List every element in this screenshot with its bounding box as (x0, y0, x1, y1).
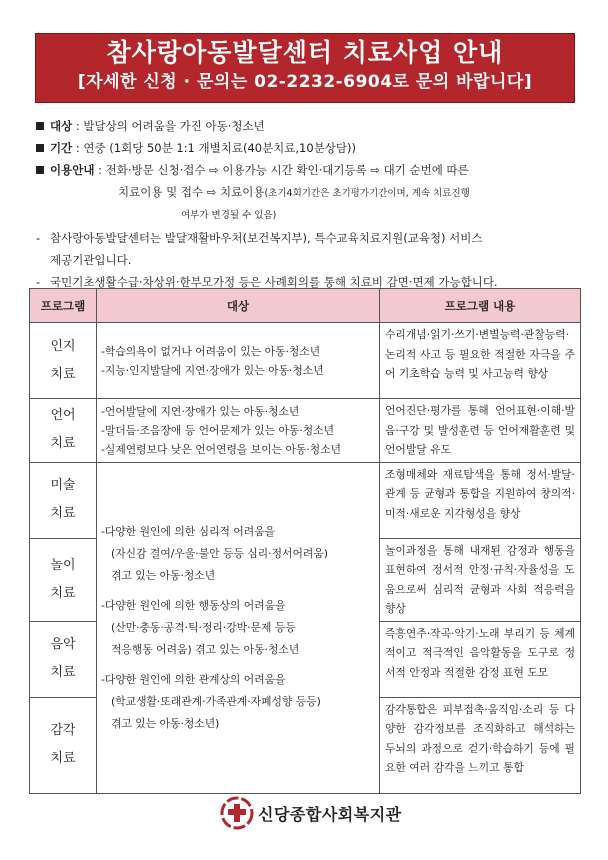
program-content: 즉흥연주·작곡·악기·노래 부리기 등 체계적이고 적극적인 음악활동을 도구로 정서적 안정과 적절한 감정 표현 도모 (380, 621, 581, 697)
target-line: (자신감 결여/우울·불안 등등 심리·정서어려움) (111, 546, 328, 560)
note-bureau-line-1: 참사랑아동발달센터는 발달재활바우처(보건복지부), 특수교육치료지원(교육청) 서비스 (50, 231, 483, 245)
program-content: 놀이과정을 통해 내재된 감정과 행동을 표현하여 정서적 안정·규칙·자율성을 도움으로써 심리적 균형과 사회 적응력을 향상 (380, 538, 581, 621)
target-line: -지능·인지발달에 지연·장애가 있는 아동·청소년 (101, 363, 324, 377)
table-row (30, 462, 581, 538)
note-fee: - 국민기초생활수급·차상위·한부모가정 등은 사례회의를 통해 치료비 감면·면제 가능합니다. (36, 275, 498, 289)
period-value: 연중 (1회당 50분 1:1 개별치료(40분치료,10분상담)) (83, 141, 356, 155)
table-row (30, 399, 581, 463)
table-row (30, 323, 581, 399)
usage-line-3: 여부가 변경될 수 있음) (181, 210, 277, 221)
program-name: 인지 치료 (30, 323, 97, 399)
program-content: 언어진단·평가를 통해 언어표현·이해·발음·구강 및 발성훈련 등 언어재활훈련 및 언어발달 유도 (380, 399, 581, 463)
info-section (36, 115, 581, 293)
footer (220, 795, 402, 831)
usage-line-2-note: (초기4회기간은 초기평가기간이며, 계속 치료진행 (264, 188, 470, 199)
program-name: 감각 치료 (30, 697, 97, 793)
program-name: 음악 치료 (30, 621, 97, 697)
program-target-shared (97, 462, 380, 793)
target-line: 겪고 있는 아동·청소년 (111, 568, 216, 582)
target-line: (학교생활·또래관계·가족관계·자폐성향 등등) (111, 694, 321, 708)
target-line: -학습의욕이 없거나 어려움이 있는 아동·청소년 (101, 344, 321, 358)
target-line: -말더듬·조음장애 등 언어문제가 있는 아동·청소년 (101, 423, 335, 437)
target-line: -실제연령보다 낮은 언어연령을 보이는 아동·청소년 (101, 442, 342, 456)
target-line: -다양한 원인에 의한 관계상의 어려움을 (101, 672, 286, 686)
target-line: -언어발달에 지연·장애가 있는 아동·청소년 (101, 404, 300, 418)
target-row: 대상 : 발달상의 어려움을 가진 아동·청소년 (36, 115, 581, 137)
header-target: 대상 (97, 289, 380, 323)
note-fee-text: 국민기초생활수급·차상위·한부모가정 등은 사례회의를 통해 치료비 감면·면제 가능합니다. (50, 275, 498, 289)
usage-line-1: 전화·방문 신청·접수 ⇨ 이용가능 시간 확인·대기등록 ⇨ 대기 순번에 따른 (105, 163, 469, 177)
bullet-square-icon (36, 122, 44, 130)
program-content: 수리개념·읽기·쓰기·변별능력·관찰능력·논리적 사고 등 필요한 적절한 자극을 주어 기초학습 능력 및 사고능력 향상 (380, 323, 581, 399)
program-target (97, 323, 380, 399)
bullet-square-icon (36, 166, 44, 174)
usage-key: 이용안내 (50, 163, 95, 177)
target-line: 겪고 있는 아동·청소년) (111, 716, 220, 730)
program-content: 감각통합은 피부접촉·움직임·소리 등 다양한 감각정보를 조직화하고 해석하는 두뇌의 과정으로 걷기·학습하기 등에 필요한 여러 감각을 느끼고 통합 (380, 697, 581, 793)
title-banner (35, 33, 575, 103)
contact-subtitle: [자세한 신청 · 문의는 02-2232-6904로 문의 바랍니다] (77, 72, 533, 92)
target-key: 대상 (50, 119, 73, 133)
organization-name: 신당종합사회복지관 (258, 804, 402, 824)
note-bureau-line-2: 제공기관입니다. (50, 253, 132, 267)
usage-line-2-main: 치료이용 및 접수 ⇨ 치료이용 (118, 185, 265, 199)
target-line: 적응행동 어려움) 겪고 있는 아동·청소년 (111, 642, 300, 656)
target-line: -다양한 원인에 의한 행동상의 어려움을 (101, 598, 286, 612)
program-table (29, 288, 581, 794)
period-row: 기간 : 연중 (1회당 50분 1:1 개별치료(40분치료,10분상담)) (36, 137, 581, 159)
table-header-row (30, 289, 581, 323)
note-bureau: - 참사랑아동발달센터는 발달재활바우처(보건복지부), 특수교육치료지원(교육청) 서비스 제공기관입니다. (36, 231, 483, 267)
program-content: 조형매체와 재료탐색을 통해 정서·발달·관계 등 균형과 통합을 지원하여 창의적·미적·새로운 지각형성을 향상 (380, 462, 581, 538)
page-title: 참사랑아동발달센터 치료사업 안내 (106, 38, 504, 67)
target-value: 발달상의 어려움을 가진 아동·청소년 (83, 119, 265, 133)
program-target (97, 399, 380, 463)
period-key: 기간 (50, 141, 73, 155)
bullet-square-icon (36, 144, 44, 152)
cross-logo-icon (220, 796, 254, 830)
target-line: (산만·충동·공격·틱·정리·강박·문제 등등 (111, 620, 296, 634)
program-name: 언어 치료 (30, 399, 97, 463)
usage-line-2 (36, 181, 581, 205)
header-program: 프로그램 (30, 289, 97, 323)
usage-row: 이용안내 : 전화·방문 신청·접수 ⇨ 이용가능 시간 확인·대기등록 ⇨ 대기 순번에 따른 (36, 159, 581, 181)
program-name: 미술 치료 (30, 462, 97, 538)
header-content: 프로그램 내용 (380, 289, 581, 323)
program-name: 놀이 치료 (30, 538, 97, 621)
target-line: -다양한 원인에 의한 심리적 어려움을 (101, 524, 276, 538)
